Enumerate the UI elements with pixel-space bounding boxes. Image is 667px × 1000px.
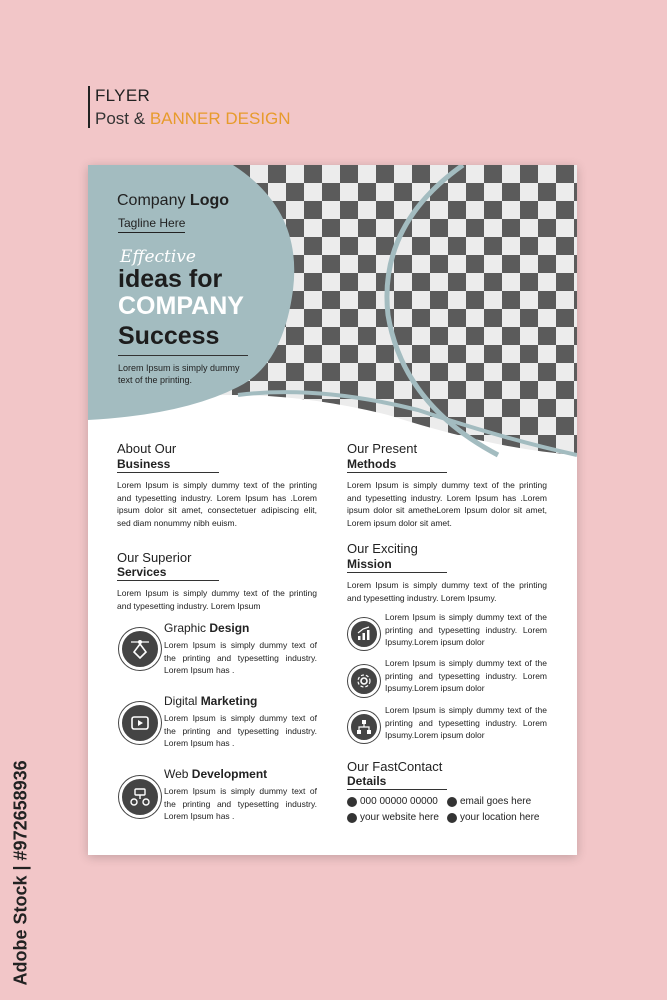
mission-item-2-text: Lorem Ipsum is simply dummy text of the printing and typesetting industry. Lorem Ipsumy.Lorem ipsum dolor [385,658,547,693]
contact-phone [347,796,438,807]
flyer [88,165,577,855]
contact-location [447,812,540,823]
mission-item-1-text: Lorem Ipsum is simply dummy text of the printing and typesetting industry. Lorem Ipsumy.Lorem ipsum dolor [385,612,547,647]
mission-title-a: Our Exciting [347,541,418,556]
contact-phone-text: 000 00000 00000 [360,796,438,807]
header-subtitle [95,109,291,129]
header-divider [88,86,90,128]
about-text: Lorem Ipsum is simply dummy text of the printing and typesetting industry. Lorem Ipsum has .Lorem ipsum dolor sit amet, consectetuer adipiscing elit, sed diam nonummy nibh euism. [117,480,317,528]
service-2-title-a: Digital [164,694,201,708]
tagline: Tagline Here [118,216,185,233]
video-marketing-icon [119,702,161,744]
company-logo-a: Company [117,192,190,209]
methods-divider [347,472,447,473]
globe-icon [347,813,357,823]
contact-email [447,796,531,807]
gear-cycle-icon [348,665,380,697]
stock-watermark-text: Adobe Stock | #972658936 [10,760,31,986]
headline-2: COMPANY [118,292,244,320]
mission-divider [347,572,447,573]
headline-effective: Effective [120,247,196,267]
service-2-text: Lorem Ipsum is simply dummy text of the printing and typesetting industry. Lorem Ipsum has . [164,713,317,748]
service-1-title [164,621,249,635]
headline-3: Success [118,322,220,350]
mission-text: Lorem Ipsum is simply dummy text of the printing and typesetting industry. Lorem Ipsumy. [347,580,547,603]
service-3-text: Lorem Ipsum is simply dummy text of the printing and typesetting industry. Lorem Ipsum has . [164,786,317,821]
methods-text: Lorem Ipsum is simply dummy text of the printing and typesetting industry. Lorem Ipsum has .Lorem ipsum dolor sit ametheLorem Ipsum dolor sit amet, Lorem ipsum dolor sit amet. [347,480,547,528]
about-title-b: Business [117,457,171,471]
contact-email-text: email goes here [460,796,532,807]
header-subtitle-b: BANNER DESIGN [149,109,291,128]
contact-website-text: your website here [360,812,439,823]
header-title: FLYER [95,86,151,105]
hierarchy-icon [348,711,380,743]
company-logo-b: Logo [189,192,230,209]
contact-divider [347,789,447,790]
phone-icon [347,797,357,807]
company-logo [117,192,229,210]
contact-title-b: Details [347,774,387,788]
service-1-text: Lorem Ipsum is simply dummy text of the printing and typesetting industry. Lorem Ipsum has . [164,640,317,675]
location-pin-icon [447,813,457,823]
services-title-a: Our Superior [117,550,192,565]
email-icon [447,797,457,807]
mission-title-b: Mission [347,557,392,571]
headline-1: ideas for [118,265,223,293]
about-divider [117,472,219,473]
growth-chart-icon [348,618,380,650]
service-2-title [164,694,257,708]
web-development-icon [119,776,161,818]
service-3-title [164,767,267,781]
services-title-b: Services [117,565,167,579]
service-1-title-a: Graphic [164,621,210,635]
services-divider [117,580,219,581]
headline-divider [118,355,248,356]
service-3-title-a: Web [164,767,192,781]
services-text: Lorem Ipsum is simply dummy text of the printing and typesetting industry. Lorem Ipsum [117,588,317,611]
contact-location-text: your location here [460,812,540,823]
contact-title-a: Our FastContact [347,759,443,774]
service-1-title-b: Design [209,621,250,635]
methods-title-a: Our Present [347,441,418,456]
methods-title-b: Methods [347,457,397,471]
service-2-title-b: Marketing [200,694,258,708]
about-title-a: About Our [117,441,177,456]
stock-watermark [6,760,38,990]
mission-item-3-text: Lorem Ipsum is simply dummy text of the printing and typesetting industry. Lorem Ipsumy.Lorem ipsum dolor [385,705,547,740]
header-subtitle-a: Post & [95,109,150,128]
contact-website [347,812,439,823]
service-3-title-b: Development [191,767,268,781]
lead-text: Lorem Ipsum is simply dummy text of the printing. [118,363,240,385]
pen-tool-icon [119,628,161,670]
